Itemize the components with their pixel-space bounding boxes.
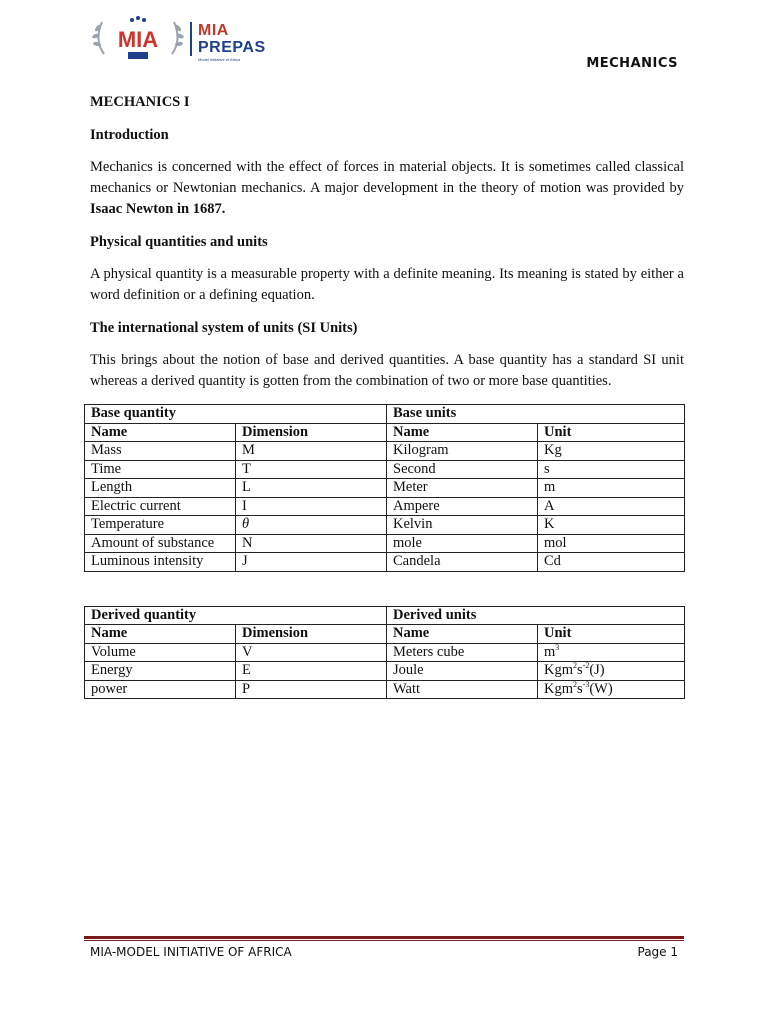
unit-exponent: 2	[573, 661, 577, 671]
document-body	[90, 92, 684, 699]
logo-divider	[190, 22, 192, 56]
table-row	[85, 442, 685, 461]
unit-exponent: -2	[582, 661, 590, 671]
footer-rule	[84, 936, 684, 939]
table-cell: T	[236, 460, 387, 479]
column-header: Name	[85, 423, 236, 442]
table-cell: s	[538, 460, 685, 479]
intro-heading: Introduction	[90, 127, 169, 143]
table-cell: power	[85, 680, 236, 699]
intro-bold-text: Isaac Newton in 1687.	[90, 201, 226, 217]
table-cell: Luminous intensity	[85, 553, 236, 572]
table-group-header	[85, 606, 685, 625]
unit-part: s	[577, 662, 583, 679]
table-cell: N	[236, 534, 387, 553]
page-title: MECHANICS I	[90, 94, 190, 110]
table-row	[85, 479, 685, 498]
unit-cell	[538, 643, 685, 662]
table-row	[85, 534, 685, 553]
table-cell: Energy	[85, 662, 236, 681]
table-cell: Watt	[387, 680, 538, 699]
table-row	[85, 643, 685, 662]
column-header: Name	[387, 625, 538, 644]
table-cell: V	[236, 643, 387, 662]
table-cell: Candela	[387, 553, 538, 572]
si-units-paragraph: This brings about the notion of base and derived quantities. A base quantity has a standard SI unit whereas a derived quantity is gotten from the combination of two or more base quantities.	[90, 352, 684, 389]
table-cell: Amount of substance	[85, 534, 236, 553]
unit-part: (J)	[589, 662, 605, 679]
unit-exponent: 3	[555, 642, 560, 652]
unit-part: s	[577, 680, 583, 697]
table-cell: mole	[387, 534, 538, 553]
table-cell: A	[538, 497, 685, 516]
table-cell: Joule	[387, 662, 538, 681]
unit-exponent: 2	[573, 679, 577, 689]
group-header-cell: Derived quantity	[85, 606, 387, 625]
table-cell: Volume	[85, 643, 236, 662]
table-row	[85, 662, 685, 681]
logo-tagline: Model Initiative of Africa	[198, 57, 241, 62]
group-header-cell: Base units	[387, 405, 685, 424]
physical-quantities-paragraph: A physical quantity is a measurable property with a definite meaning. Its meaning is stated by either a word definition or a defining equation.	[90, 266, 684, 303]
group-header-cell: Base quantity	[85, 405, 387, 424]
table-cell: P	[236, 680, 387, 699]
table-cell: Electric current	[85, 497, 236, 516]
unit-part: (W)	[589, 680, 613, 697]
column-header: Dimension	[236, 423, 387, 442]
table-cell: Second	[387, 460, 538, 479]
column-header: Name	[85, 625, 236, 644]
table-cell: Cd	[538, 553, 685, 572]
logo-text-mia: MIA	[198, 22, 229, 39]
unit-base: m	[544, 643, 556, 660]
column-header: Unit	[538, 625, 685, 644]
section-title: MECHANICS	[586, 56, 678, 71]
table-column-header	[85, 423, 685, 442]
column-header: Dimension	[236, 625, 387, 644]
page-number: Page 1	[637, 945, 678, 959]
derived-quantities-table	[84, 606, 685, 700]
footer-rule-thin	[84, 940, 684, 941]
table-cell: Temperature	[85, 516, 236, 535]
table-row	[85, 553, 685, 572]
column-header: Name	[387, 423, 538, 442]
unit-part: Kgm	[544, 662, 573, 679]
group-header-cell: Derived units	[387, 606, 685, 625]
intro-text: Mechanics is concerned with the effect of forces in material objects. It is sometimes called classical mechanics or Newtonian mechanics. A major development in the theory of motion was provided by	[90, 159, 684, 196]
table-row	[85, 497, 685, 516]
table-cell: Meters cube	[387, 643, 538, 662]
table-row	[85, 516, 685, 535]
table-cell: Time	[85, 460, 236, 479]
table-cell: Meter	[387, 479, 538, 498]
table-cell: K	[538, 516, 685, 535]
table-cell: Ampere	[387, 497, 538, 516]
svg-text:MIA: MIA	[117, 27, 159, 52]
table-cell: mol	[538, 534, 685, 553]
unit-part: Kgm	[544, 680, 573, 697]
table-group-header	[85, 405, 685, 424]
table-cell: E	[236, 662, 387, 681]
table-cell: Kilogram	[387, 442, 538, 461]
table-cell: M	[236, 442, 387, 461]
table-cell: Length	[85, 479, 236, 498]
logo-text-prepas: PREPAS	[198, 39, 266, 56]
footer-organization: MIA-MODEL INITIATIVE OF AFRICA	[90, 945, 292, 959]
unit-exponent: -3	[582, 679, 590, 689]
table-column-header	[85, 625, 685, 644]
table-cell: θ	[236, 516, 387, 535]
si-units-heading: The international system of units (SI Units)	[90, 320, 358, 336]
table-cell: J	[236, 553, 387, 572]
brand-logo	[92, 14, 282, 64]
table-row	[85, 460, 685, 479]
column-header: Unit	[538, 423, 685, 442]
table-cell: I	[236, 497, 387, 516]
table-row	[85, 680, 685, 699]
table-cell: Kelvin	[387, 516, 538, 535]
base-quantities-table	[84, 404, 685, 572]
physical-quantities-heading: Physical quantities and units	[90, 234, 268, 250]
table-cell: m	[538, 479, 685, 498]
unit-cell	[538, 662, 685, 681]
laurel-emblem-icon	[92, 14, 184, 64]
unit-cell	[538, 680, 685, 699]
table-cell: Mass	[85, 442, 236, 461]
intro-paragraph	[90, 157, 684, 220]
table-cell: Kg	[538, 442, 685, 461]
table-cell: L	[236, 479, 387, 498]
